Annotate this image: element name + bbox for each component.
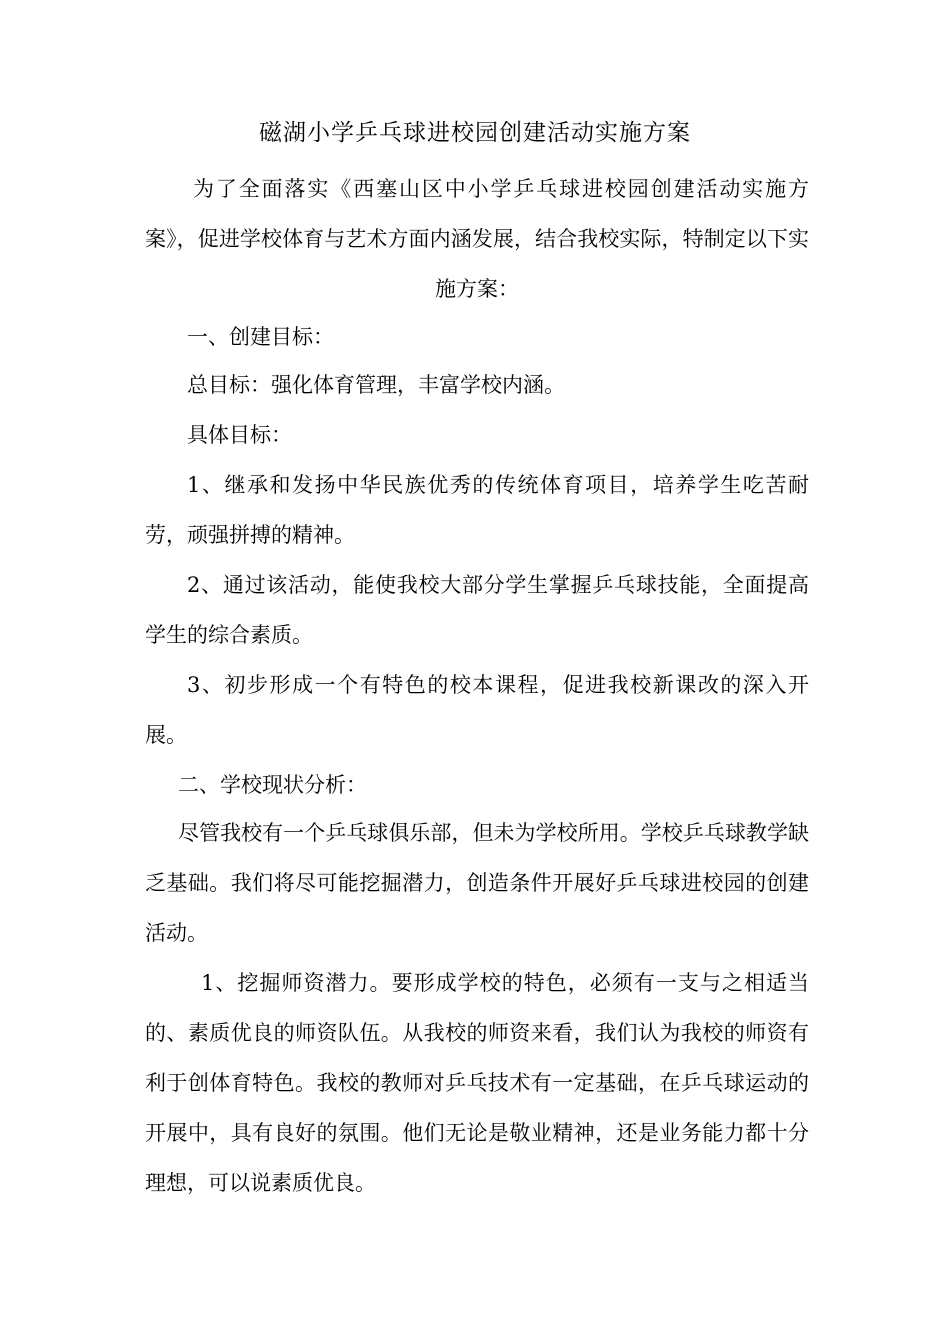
analysis-paragraph: 尽管我校有一个乒乓球俱乐部，但未为学校所用。学校乒乓球教学缺乏基础。我们将尽可能挖掘潜力，创造条件开展好乒乓球进校园的创建活动。: [145, 821, 809, 945]
teacher-potential-paragraph: 1、挖掘师资潜力。要形成学校的特色，必须有一支与之相适当的、素质优良的师资队伍。从我校的师资来看，我们认为我校的师资有利于创体育特色。我校的教师对乒乓技术有一定基础，在乒乓球运动的开展中，具有良好的氛围。他们无论是敬业精神，还是业务能力都十分理想，可以说素质优良。: [145, 971, 809, 1195]
goal-item-1: 1、继承和发扬中华民族优秀的传统体育项目，培养学生吃苦耐劳，顽强拼搏的精神。: [145, 473, 809, 547]
goal-item-2: 2、通过该活动，能使我校大部分学生掌握乒乓球技能，全面提高学生的综合素质。: [145, 573, 809, 647]
goal-item-3: 3、初步形成一个有特色的校本课程，促进我校新课改的深入开展。: [145, 673, 809, 747]
document-title: 磁湖小学乒乓球进校园创建活动实施方案: [259, 120, 691, 146]
section-heading-goals: 一、创建目标：: [187, 325, 334, 349]
intro-paragraph: 为了全面落实《西塞山区中小学乒乓球进校园创建活动实施方案》，促进学校体育与艺术方面内涵发展，结合我校实际，特制定以下实施方案：: [145, 177, 809, 301]
section-heading-analysis: 二、学校现状分析：: [178, 773, 367, 797]
overall-goal-paragraph: 总目标：强化体育管理，丰富学校内涵。: [187, 373, 565, 397]
specific-goals-heading: 具体目标：: [187, 423, 292, 447]
